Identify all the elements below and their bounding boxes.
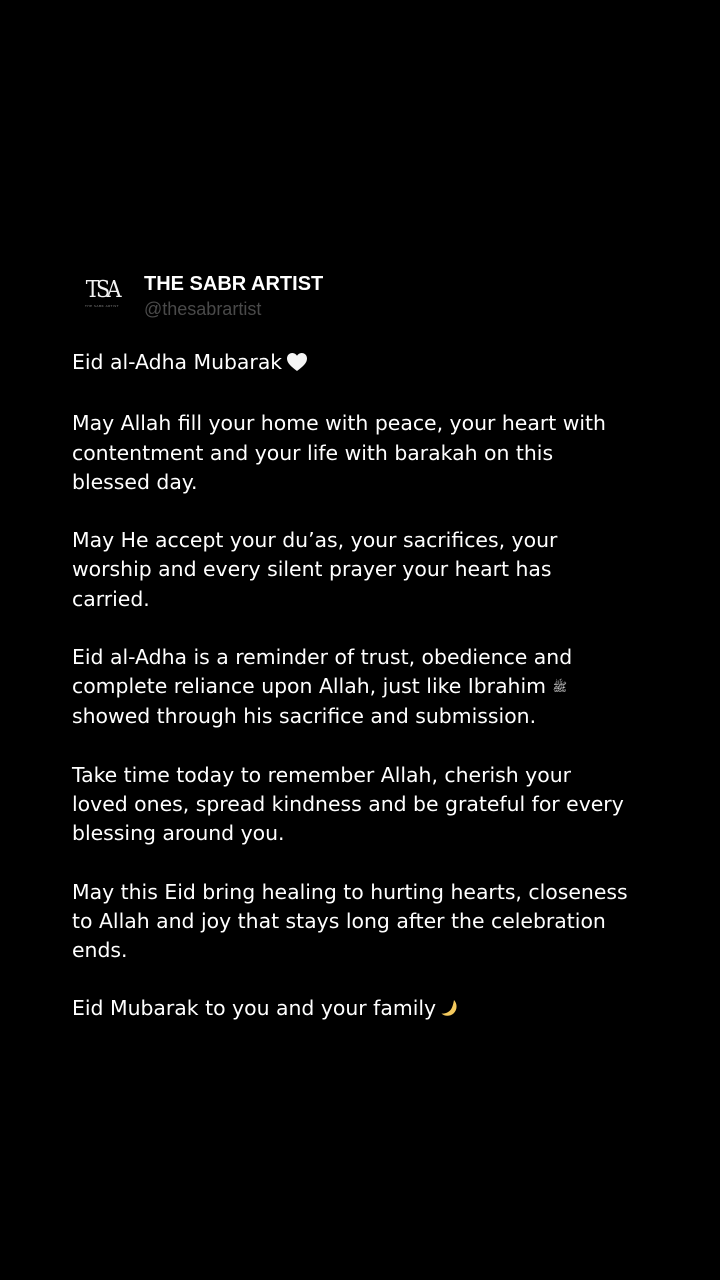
author-info — [144, 271, 323, 321]
avatar-logo-subtext: THE SABR ARTIST — [85, 304, 119, 308]
crescent-moon-icon — [440, 997, 460, 1026]
post-paragraph-closing — [72, 994, 662, 1026]
closing-text: Eid Mubarak to you and your family — [72, 996, 437, 1021]
post-body — [72, 348, 662, 1056]
post-paragraph-duas: May He accept your du’as, your sacrifices, your worship and every silent prayer your heart has carried. — [72, 528, 558, 611]
post-paragraph-blessing: May Allah fill your home with peace, your heart with contentment and your life with barakah on this blessed day. — [72, 411, 606, 494]
post-paragraph-healing: May this Eid bring healing to hurting hearts, closeness to Allah and joy that stays long after the celebration ends. — [72, 879, 628, 962]
post-paragraph-kindness: Take time today to remember Allah, cherish your loved ones, spread kindness and be grateful for every blessing around you. — [72, 762, 624, 846]
post-paragraph-greeting — [72, 348, 662, 380]
avatar-logo-mark: TSA — [85, 277, 119, 303]
post-header — [72, 270, 662, 330]
avatar[interactable] — [82, 278, 122, 318]
reminder-text-start: Eid al-Adha is a reminder of trust, obedience and complete reliance upon Allah, just like Ibrahim — [72, 644, 573, 699]
post-paragraph-reminder — [72, 643, 662, 732]
greeting-text: Eid al-Adha Mubarak — [72, 350, 283, 374]
white-heart-icon — [286, 351, 308, 380]
author-handle[interactable]: @thesabrartist — [144, 299, 262, 319]
post-card — [72, 270, 662, 1021]
honorific-glyph: ﷺ — [552, 680, 567, 695]
reminder-text-end: showed through his sacrifice and submission. — [72, 704, 537, 729]
author-display-name[interactable]: THE SABR ARTIST — [144, 273, 324, 295]
